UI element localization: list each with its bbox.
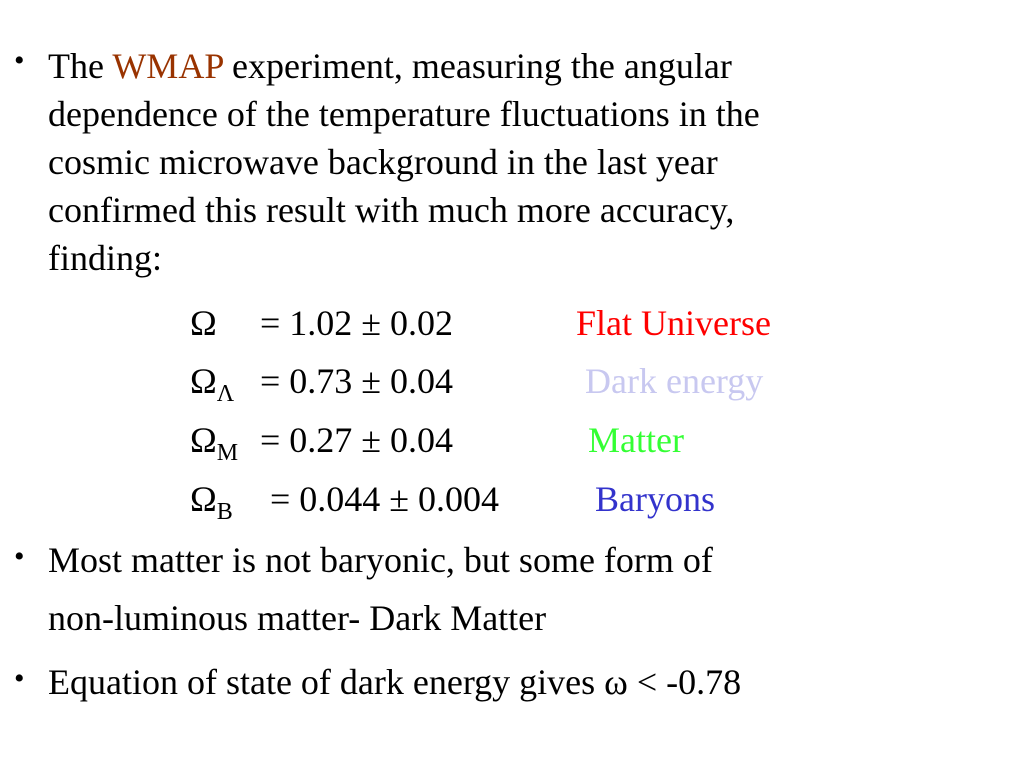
bullet-1-text xyxy=(48,42,760,282)
bullet-marker-1: • xyxy=(14,44,25,77)
bullet-2-line-2: non-luminous matter- Dark Matter xyxy=(48,598,547,638)
omega-lambda-expr: = 0.73 ± 0.04 xyxy=(260,361,454,401)
matter-subscript: M xyxy=(216,440,239,466)
wmap-highlight: WMAP xyxy=(112,46,223,86)
bullet-1-line-4: confirmed this result with much more accuracy, xyxy=(48,190,735,230)
omega-symbol: Ω xyxy=(190,361,217,401)
baryon-subscript: B xyxy=(216,499,233,525)
omega-total-expr: = 1.02 ± 0.02 xyxy=(260,303,454,343)
matter-label: Matter xyxy=(588,420,684,460)
dark-energy-label: Dark energy xyxy=(585,361,764,401)
bullet-1-line-5: finding: xyxy=(48,238,162,278)
equation-omega-baryons xyxy=(190,470,715,528)
bullet-marker-2: • xyxy=(14,540,25,573)
equation-omega-matter xyxy=(190,411,684,469)
bullet-2-text xyxy=(48,536,713,642)
equation-omega-lambda xyxy=(190,352,764,410)
omega-symbol: Ω xyxy=(190,303,217,343)
equation-omega-total xyxy=(190,294,771,352)
omega-matter-expr: = 0.27 ± 0.04 xyxy=(260,420,454,460)
bullet-1-line-2: dependence of the temperature fluctuations in the xyxy=(48,94,760,134)
flat-universe-label: Flat Universe xyxy=(576,303,771,343)
bullet-marker-3: • xyxy=(14,662,25,695)
bullet-1-line-1 xyxy=(48,42,760,90)
bullet-2-line-1: Most matter is not baryonic, but some form of xyxy=(48,540,713,580)
bullet-1-line-1-rest: experiment, measuring the angular xyxy=(232,46,732,86)
bullet-3-line-1: Equation of state of dark energy gives ω < -0.78 xyxy=(48,662,742,702)
bullet-1-line-3: cosmic microwave background in the last year xyxy=(48,142,718,182)
baryons-label: Baryons xyxy=(595,479,715,519)
bullet-3-text xyxy=(48,658,741,706)
bullet-1-prefix: The xyxy=(48,46,104,86)
omega-symbol: Ω xyxy=(190,479,217,519)
lambda-subscript: Λ xyxy=(216,381,235,407)
omega-symbol: Ω xyxy=(190,420,217,460)
omega-baryon-expr: = 0.044 ± 0.004 xyxy=(270,479,500,519)
